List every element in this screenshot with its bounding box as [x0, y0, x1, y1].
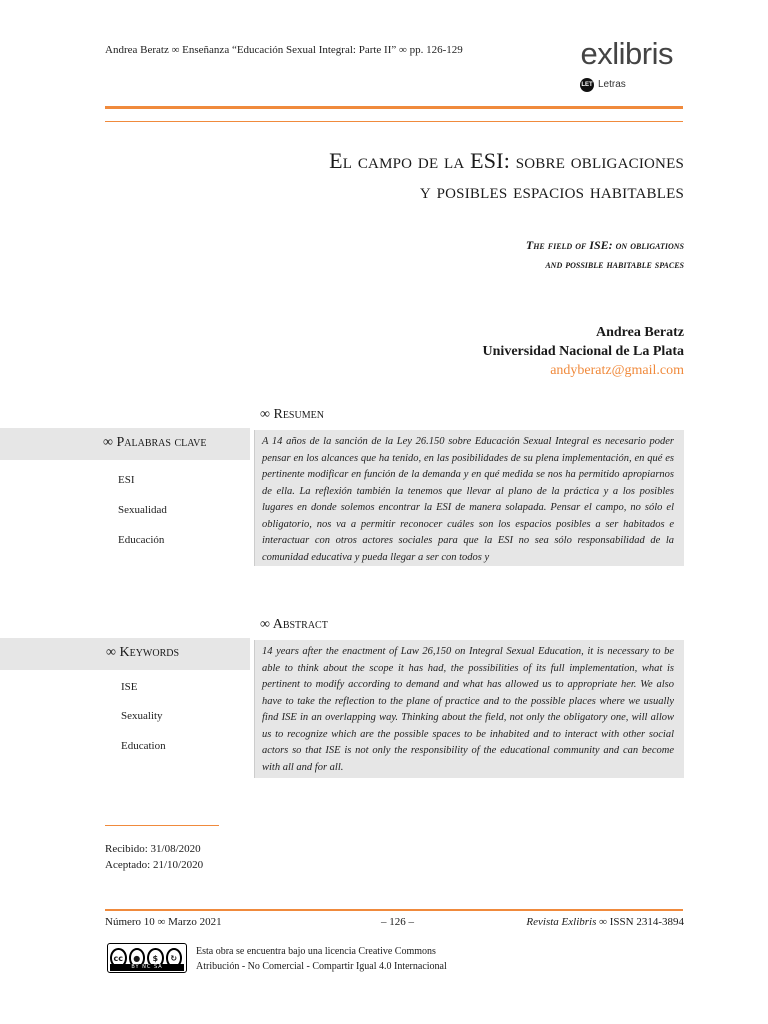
journal-name: Revista Exlibris: [526, 916, 597, 928]
attribution-icon: ●: [129, 948, 146, 968]
license-line-2: Atribución - No Comercial - Compartir Igual 4.0 Internacional: [196, 961, 447, 972]
issue-info: Número 10 ∞ Marzo 2021: [105, 916, 222, 928]
keyword-item: Education: [121, 740, 166, 752]
keyword-item: ISE: [121, 681, 138, 693]
header-rule-thin: [105, 121, 683, 122]
article-title: [329, 146, 684, 206]
creative-commons-badge[interactable]: [107, 943, 187, 973]
page-number: – 126 –: [381, 916, 414, 928]
footer-rule: [105, 909, 683, 911]
letras-badge-icon: LET: [580, 78, 594, 92]
keyword-item: Sexualidad: [118, 504, 167, 516]
keywords-label: ∞ Keywords: [106, 645, 180, 660]
palabras-clave-label: ∞ Palabras clave: [103, 435, 207, 450]
abstract-heading: ∞ Abstract: [260, 617, 328, 632]
dates-rule: [105, 825, 219, 826]
running-header: Andrea Beratz ∞ Enseñanza “Educación Sexual Integral: Parte II” ∞ pp. 126-129: [105, 44, 463, 56]
resumen-text: A 14 años de la sanción de la Ley 26.150 sobre Educación Sexual Integral es necesario poder pensar en los alcances que ha tenido, en las posibilidades de su plena implementación, en qué es pertinente modificar en función de la demanda y en qué medida se nos ha permitido apropiarnos de ella. La reflexión también la tenemos que llevar al plano de la práctica y a los posibles lugares en donde solemos encontrar la ESI de manera solapada. Pensar el campo, no sólo el obligatorio, nos va a permitir reconocer cuáles son los espacios posibles a ser habitados e interactuar con otros actores sociales para que la ESI no sea sólo responsabilidad de la comunidad educativa y pueda llegar a ser con todos y: [254, 430, 684, 566]
noncommercial-icon: $: [147, 948, 164, 968]
palabras-clave-bar: [0, 428, 250, 460]
title-line-1: El campo de la ESI: sobre obligaciones: [329, 148, 684, 173]
header-rule: [105, 106, 683, 109]
cc-icon: cc: [110, 948, 127, 968]
license-line-1: Esta obra se encuentra bajo una licencia Creative Commons: [196, 946, 436, 957]
keywords-bar: [0, 638, 250, 670]
article-subtitle: [526, 236, 684, 274]
submission-dates: [105, 841, 203, 873]
journal-logo: exlibris: [580, 36, 673, 71]
accepted-date: Aceptado: 21/10/2020: [105, 859, 204, 871]
title-line-2: y posibles espacios habitables: [419, 178, 684, 203]
sharealike-icon: ↻: [166, 948, 183, 968]
subtitle-line-1: The field of ISE: on obligations: [525, 238, 684, 252]
issn-text: ∞ ISSN 2314-3894: [596, 916, 684, 928]
author-name: Andrea Beratz: [596, 325, 684, 340]
keyword-item: ESI: [118, 474, 135, 486]
keyword-item: Sexuality: [121, 710, 163, 722]
resumen-heading: ∞ Resumen: [260, 407, 324, 422]
license-text: [196, 944, 447, 974]
author-email-link[interactable]: andyberatz@gmail.com: [550, 363, 684, 378]
abstract-text: 14 years after the enactment of Law 26,150 on Integral Sexual Education, it is necessary to be able to think about the scope it has had, the possibilities of its full implementation, what is pertinent to modify according to demand and what has allowed us to appropriate her. We also have to take the reflection to the plane of practice and to the possible places where we usually find ISE in an overlapping way. Thinking about the field, not only the obligatory one, will allow us to recognize which are the possible spaces to be inhabited and to interact with other social actors so that ISE is not only the responsibility of the educational community and can become with all and for all.: [254, 640, 684, 778]
cc-strip-label: BY NC SA: [110, 964, 184, 971]
received-date: Recibido: 31/08/2020: [105, 843, 201, 855]
keyword-item: Educación: [118, 534, 165, 546]
author-affiliation: Universidad Nacional de La Plata: [482, 344, 684, 359]
author-block: [483, 323, 684, 380]
logo-subtitle: Letras: [598, 79, 626, 90]
subtitle-line-2: and possible habitable spaces: [545, 257, 684, 271]
journal-issn: [526, 916, 684, 928]
